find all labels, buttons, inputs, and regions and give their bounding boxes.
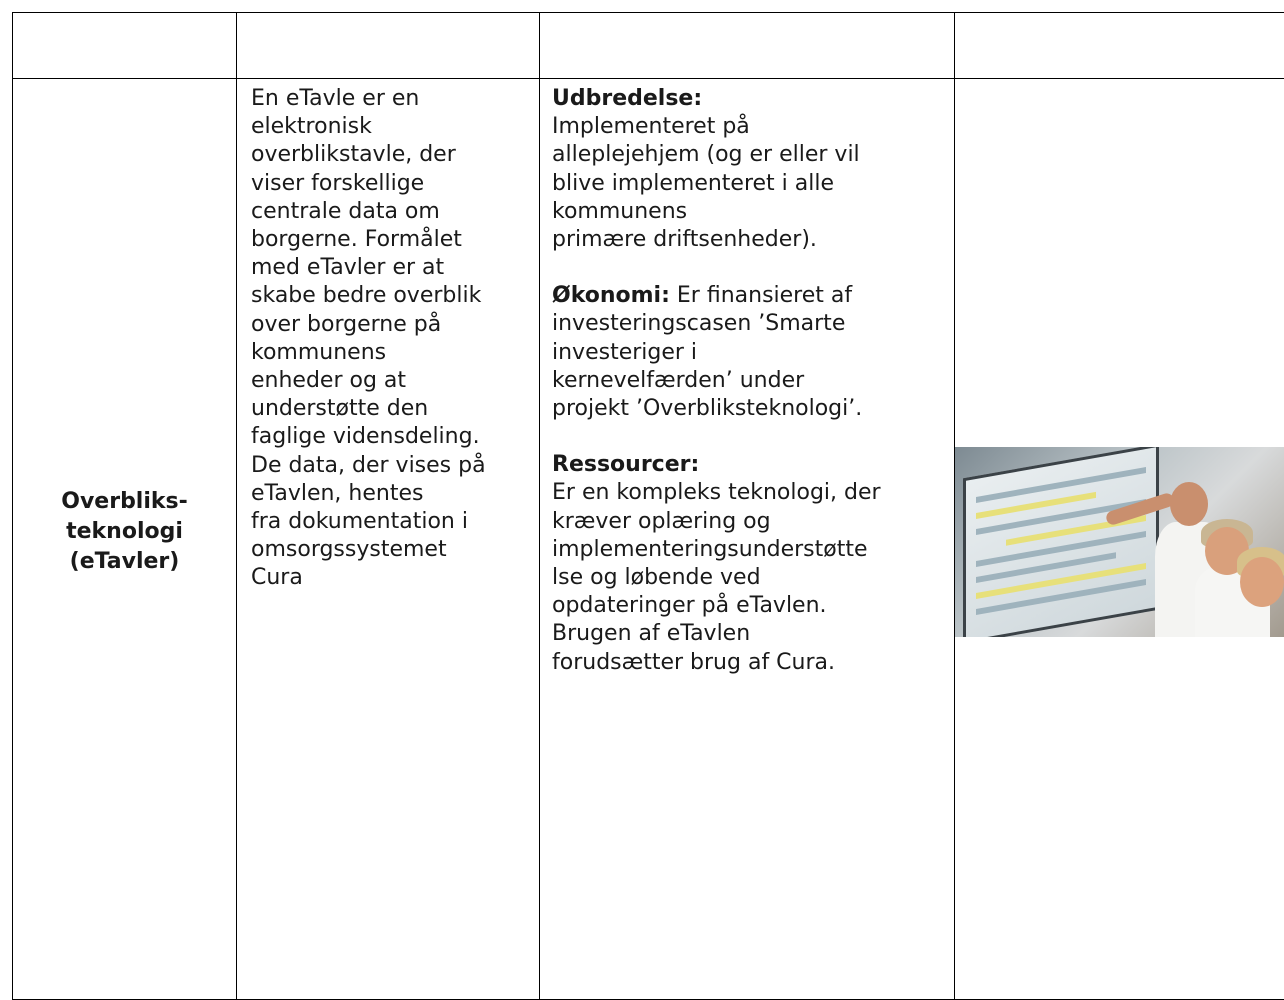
info-section-udbredelse — [552, 85, 950, 254]
etavle-photo — [955, 447, 1284, 637]
description-text: En eTavle er en elektronisk overblikstavle, der viser forskellige centrale data om borgerne. Formålet med eTavler er at skabe bedre overblik over borgerne på kommunens enheder og at understøtte den faglige vidensdeling. De data, der vises på eTavlen, hentes fra dokumentation i omsorgssystemet Cura — [251, 86, 486, 591]
section-heading: Ressourcer: — [552, 452, 700, 478]
technology-label-cell — [13, 79, 237, 1000]
header-cell-4 — [955, 13, 1284, 79]
image-cell — [955, 79, 1284, 1000]
person-3-head — [1240, 557, 1284, 607]
section-heading: Udbredelse: — [552, 86, 703, 111]
header-cell-3 — [540, 13, 955, 79]
technology-label-line-3: (eTavler) — [69, 549, 180, 574]
description-cell — [237, 79, 540, 1000]
technology-label-line-1: Overbliks- — [61, 489, 188, 514]
section-heading: Økonomi: — [552, 283, 670, 309]
info-text — [540, 79, 954, 677]
info-section-okonomi — [552, 282, 950, 423]
header-cell-2 — [237, 13, 540, 79]
technology-label — [13, 487, 236, 591]
header-cell-1 — [13, 13, 237, 79]
info-cell — [540, 79, 955, 1000]
etavle-screen — [963, 447, 1159, 637]
overview-table — [12, 12, 1284, 1000]
section-body: Er en kompleks teknologi, der kræver oplæring og implementeringsunderstøtte lse og løbende ved opdateringer på eTavlen. Brugen af eTavlen forudsætter brug af Cura. — [552, 480, 881, 675]
technology-label-line-2: teknologi — [66, 519, 183, 544]
table-row — [13, 79, 1284, 1000]
person-1-head — [1170, 482, 1208, 526]
info-section-ressourcer — [552, 451, 950, 677]
table-header-row — [13, 13, 1284, 79]
section-body: Er finansieret af investeringscasen ’Smarte investeriger i kernevelfærden’ under projekt ’Overbliksteknologi’. — [552, 283, 863, 422]
section-body: Implementeret på alleplejehjem (og er eller vil blive implementeret i alle kommunens primære driftsenheder). — [552, 114, 860, 253]
